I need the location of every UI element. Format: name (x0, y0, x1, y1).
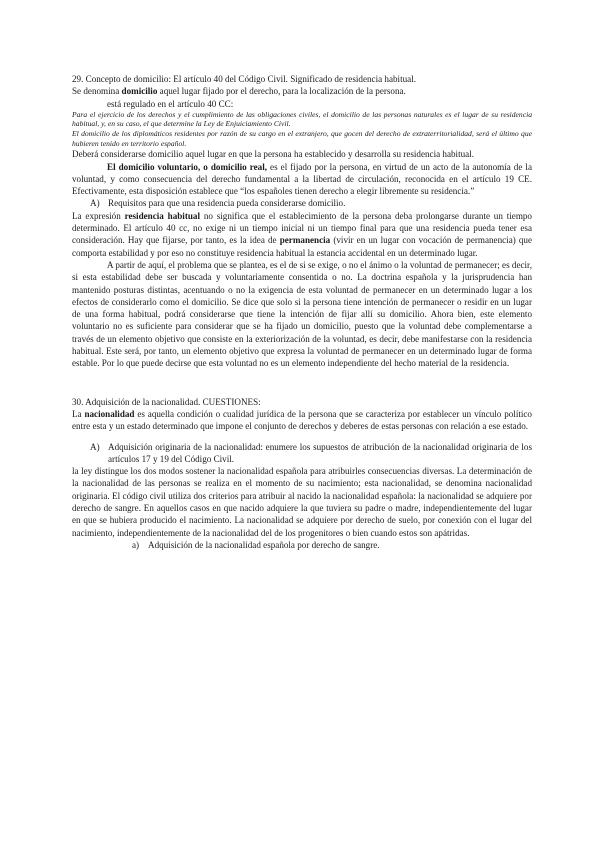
text-run: La expresión (72, 210, 125, 221)
document-body (72, 73, 532, 551)
bold-term: nacionalidad (84, 408, 135, 419)
list-text: Adquisición originaria de la nacionalidad: enumere los supuestos de atribución de la nacionalidad originaria de los artículos 17 y 19 del Código Civil. (108, 441, 532, 464)
section-gap (72, 433, 532, 441)
regulated-line: está regulado en el artículo 40 CC: (107, 98, 234, 109)
voluntary-domicile-paragraph (72, 161, 532, 198)
habitual-residence-paragraph (72, 210, 532, 259)
bold-term: permanencia (279, 235, 331, 246)
text-run: aquel lugar fijado por el derecho, para la localización de la persona. (157, 86, 406, 97)
consider-paragraph: Deberá considerarse domicilio aquel lugar en que la persona ha establecido y desarrolla su residencia habitual. (72, 149, 474, 160)
bold-term: residencia habitual (124, 210, 200, 221)
section-30-heading: 30. Adquisición de la nacionalidad. CUESTIONES: (72, 396, 261, 407)
animus-paragraph: A partir de aquí, el problema que se plantea, es el de si se exige, o no el ánimo o la voluntad de permanecer; es decir, si esta estabilidad debe ser buscada y voluntariamente consentida o no. La doctrina española y la jurisprudencia han mantenido posturas distintas, acentuando o no la exigencia de esta voluntad de permanecer en un determinado lugar a los efectos de considerarlo como el domicilio. Se dice que solo si la persona tiene intención de permanecer o residir en un lugar de una forma habitual, podrá considerarse que tiene la intención de fijar allí su domicilio. Ahora bien, este elemento voluntario no es suficiente para considerar que se ha fijado un domicilio, puesto que la voluntad debe complementarse a través de un elemento objetivo que consiste en la exteriorización de la voluntad, es decir, debe manifestarse con la residencia habitual. Este será, por tanto, un elemento objetivo que expresa la voluntad de permanecer en un determinado lugar de forma estable. Por lo que puede decirse que esta voluntad no es un elemento independiente del hecho material de la residencia. (72, 259, 532, 369)
list-marker: a) (132, 539, 140, 550)
article-quote-2: El domicilio de los diplomáticos residentes por razón de su cargo en el extranjero, que gocen del derecho de extraterritorialidad, será el último que hubieren tenido en territorio español. (72, 129, 532, 148)
answer-paragraph: la ley distingue los dos modos sostener la nacionalidad española para atribuirles consecuencias diversas. La determinación de la nacionalidad de las personas se realiza en el momento de su nacimiento; esta nacionalidad, se denomina nacionalidad originaria. El código civil utiliza dos criterios para atribuir al nacido la nacionalidad española: la nacionalidad se adquiere por derecho de sangre. En aquellos casos en que nacido adquiere la que tuviera su padre o madre, independientemente del lugar en que se hubiera producido el nacimiento. La nacionalidad se adquiere por derecho de suelo, por conexión con el lugar del nacimiento, independientemente de la nacionalidad del de los progenitores o bien cuando estos son apátridas. (72, 466, 532, 538)
sub-item-a (72, 539, 532, 551)
text-run: Se denomina (72, 86, 122, 97)
requirements-item (72, 197, 532, 209)
text-run: La (72, 408, 85, 419)
list-marker: A) (90, 198, 100, 209)
text-run: es aquella condición o cualidad jurídica de la persona que se caracteriza por establecer un vínculo político entre esta y un estado determinado que impone el conjunto de derechos y deberes de estas personas con relación a ese estado. (72, 408, 532, 432)
list-marker: A) (90, 441, 100, 452)
text-run: no significa que el establecimiento de la persona deba prolongarse durante un tiempo determinado. El artículo 40 cc, no exige ni un tiempo inicial ni un tiempo final para que una residencia pueda tener esa consideración. Hay que fijarse, por tanto, es la idea de (72, 210, 532, 246)
list-text: Requisitos para que una residencia pueda considerarse domicilio. (108, 198, 346, 209)
section-29-heading: 29. Concepto de domicilio: El artículo 40 del Código Civil. Significado de residencia habitual. (72, 74, 416, 84)
section-gap (72, 370, 532, 396)
bold-term: domicilio (121, 86, 158, 97)
domicilio-definition (72, 85, 532, 97)
article-quote-1: Para el ejercicio de los derechos y el cumplimiento de las obligaciones civiles, el domicilio de las personas naturales es el lugar de su residencia habitual, y, en su caso, el que determine la Ley de Enjuiciamiento Civil. (72, 109, 532, 129)
bold-term: El domicilio voluntario, o domicilio real, (107, 161, 268, 172)
list-text: Adquisición de la nacionalidad española por derecho de sangre. (148, 539, 380, 550)
text-run: es el fijado por la persona, en virtud de un acto de la autonomía de la voluntad, y como consecuencia del derecho fundamental a la libertad de circulación, reconocida en el artículo 19 CE. Efectivamente, esta disposición establece que “los españoles tienen derecho a elegir libremente su residencia.” (72, 161, 532, 197)
nacionalidad-definition (72, 408, 532, 433)
question-a-item (72, 441, 532, 466)
text-run: (vivir en un lugar con vocación de permanencia) que comporta estabilidad y por eso no constituye residencia habitual la estancia accidental en un determinado lugar. (72, 235, 533, 258)
